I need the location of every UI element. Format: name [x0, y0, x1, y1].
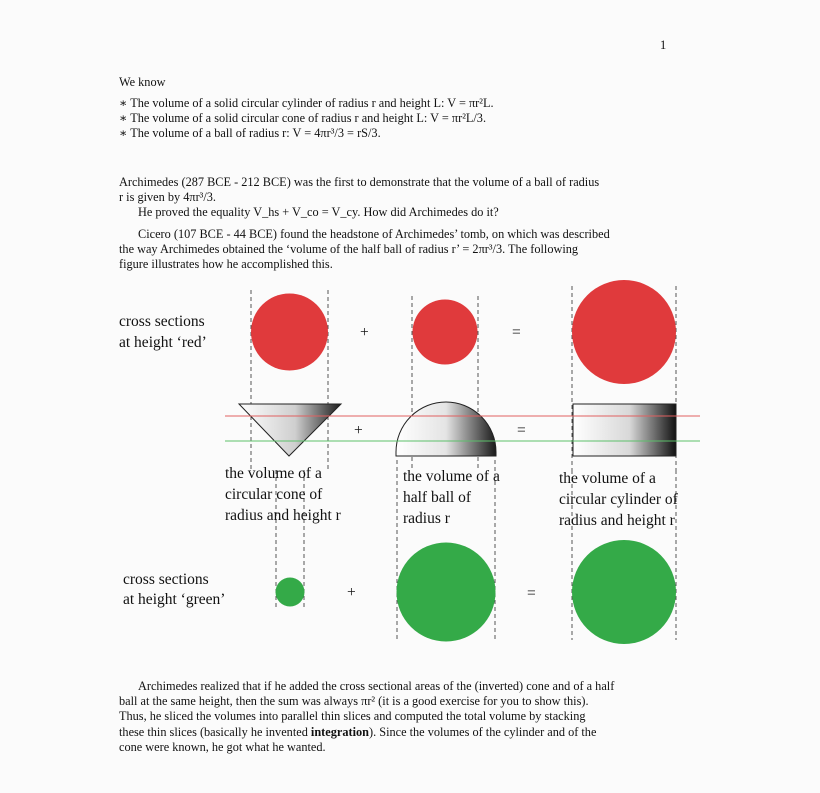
- cone-caption-line: the volume of a: [225, 465, 322, 482]
- intro-text: We know: [119, 75, 166, 89]
- fact-text: The volume of a solid circular cone of radius r and height L: V = πr²L/3.: [130, 111, 487, 125]
- green-label-line: cross sections: [123, 571, 209, 588]
- paragraph-line: cone were known, he got what he wanted.: [119, 739, 326, 754]
- green-cone-section: [276, 578, 305, 607]
- paragraph-line: ball at the same height, then the sum was always πr² (it is a good exercise for you to show this).: [119, 694, 589, 709]
- bullet: ∗: [119, 111, 128, 125]
- paragraph-line: Thus, he sliced the volumes into parallel thin slices and computed the total volume by stacking: [119, 709, 586, 724]
- equals-sign: =: [527, 585, 536, 602]
- cylinder-caption-line: the volume of a: [559, 470, 656, 487]
- plus-sign: +: [347, 584, 356, 601]
- red-label-line: at height ‘red’: [119, 334, 207, 351]
- paragraph-line: Archimedes realized that if he added the cross sectional areas of the (inverted) cone and of a half: [138, 679, 615, 693]
- red-label-line: cross sections: [119, 313, 205, 330]
- cylinder-caption-line: circular cylinder of: [559, 491, 678, 508]
- cone-shape: [239, 404, 341, 456]
- paragraph-line: the way Archimedes obtained the ‘volume of the half ball of radius r’ = 2πr³/3. The following: [119, 242, 579, 257]
- integration-term: integration: [310, 724, 369, 739]
- bullet: ∗: [119, 96, 128, 110]
- equals-sign: =: [517, 422, 526, 439]
- text-run: ). Since the volumes of the cylinder and of the: [368, 724, 597, 739]
- paragraph-line: He proved the equality V_hs + V_co = V_cy. How did Archimedes do it?: [138, 205, 499, 220]
- halfball-caption-line: half ball of: [403, 489, 472, 506]
- cone-caption-line: circular cone of: [225, 486, 323, 503]
- halfball-caption-line: the volume of a: [403, 468, 500, 485]
- plus-sign: +: [360, 324, 369, 341]
- green-label-line: at height ‘green’: [123, 591, 226, 608]
- fact-text: The volume of a ball of radius r: V = 4πr³/3 = rS/3.: [130, 126, 381, 140]
- fact-text: The volume of a solid circular cylinder of radius r and height L: V = πr²L.: [130, 96, 494, 110]
- page-number: 1: [660, 38, 667, 52]
- text-run: these thin slices (basically he invented: [119, 724, 311, 739]
- paragraph-line: Archimedes (287 BCE - 212 BCE) was the first to demonstrate that the volume of a ball of radius: [119, 175, 600, 189]
- bullet: ∗: [119, 126, 128, 140]
- paragraph-line: figure illustrates how he accomplished this.: [119, 257, 333, 272]
- red-cylinder-section: [572, 280, 676, 384]
- green-halfball-section: [397, 543, 496, 642]
- cone-caption-line: radius and height r: [225, 507, 341, 524]
- conclusion-paragraph: [119, 679, 669, 755]
- halfball-caption-line: radius r: [403, 510, 450, 527]
- green-cylinder-section: [572, 540, 676, 644]
- cylinder-caption-line: radius and height r: [559, 512, 675, 529]
- plus-sign: +: [354, 422, 363, 439]
- red-halfball-section: [413, 300, 478, 365]
- paragraph-line: Cicero (107 BCE - 44 BCE) found the headstone of Archimedes’ tomb, on which was described: [138, 227, 610, 241]
- paragraph-line: [119, 725, 669, 740]
- red-cone-section: [251, 294, 328, 371]
- cylinder-shape: [573, 404, 676, 456]
- equals-sign: =: [512, 324, 521, 341]
- half-ball-shape: [396, 402, 496, 456]
- paragraph-line: r is given by 4πr³/3.: [119, 190, 216, 205]
